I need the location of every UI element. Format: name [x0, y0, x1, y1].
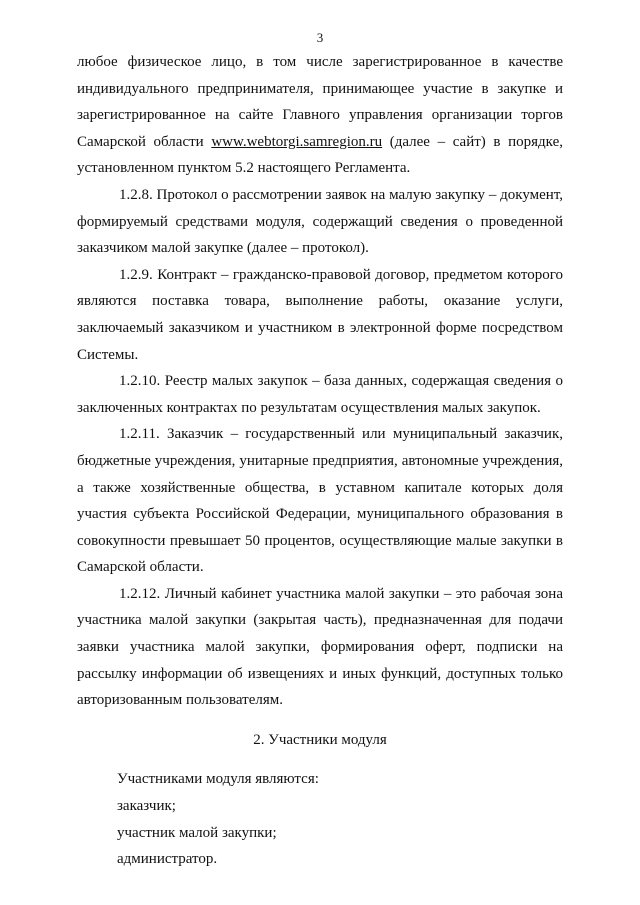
paragraph-1-2-12: 1.2.12. Личный кабинет участника малой закупки – это рабочая зона участника малой закупки (закрытая часть), предназначенная для подачи заявки участника малой закупки, формирования оферт, подписки на рассылку информации об извещениях и иных функций, доступных только авторизованным пользователям. [77, 585, 563, 709]
list-item: участник малой закупки; [117, 824, 277, 841]
paragraph-1-2-11: 1.2.11. Заказчик – государственный или муниципальный заказчик, бюджетные учреждения, унитарные предприятия, автономные учреждения, а также хозяйственные общества, в уставном капитале которых доля участия субъекта Российской Федерации, муниципального образования в совокупности превышает 50 процентов, осуществляющие малые закупки в Самарской области. [77, 426, 563, 576]
participants-list [77, 766, 563, 872]
list-item: администратор. [117, 851, 218, 868]
page-number: 3 [316, 30, 324, 45]
paragraph-continuation [77, 49, 563, 182]
paragraph-1-2-9: 1.2.9. Контракт – гражданско-правовой договор, предметом которого являются поставка товара, выполнение работы, оказание услуги, заключаемый заказчиком и участником в электронной форме посредством Системы. [77, 266, 563, 363]
list-item: заказчик; [117, 798, 176, 815]
participants-intro: Участниками модуля являются: [117, 771, 319, 788]
text-after-link: (далее – сайт) в порядке, установленном пунктом 5.2 настоящего Регламента. [77, 133, 563, 177]
website-link[interactable]: www.webtorgi.samregion.ru [211, 133, 383, 150]
text-before-link: любое физическое лицо, в том числе зарегистрированное в качестве индивидуального предпринимателя, принимающее участие в закупке и зарегистрированное на сайте Главного управления организации торгов Самарской области [77, 54, 563, 150]
paragraph-1-2-8: 1.2.8. Протокол о рассмотрении заявок на малую закупку – документ, формируемый средствами модуля, содержащий сведения о проведенной заказчиком малой закупке (далее – протокол). [77, 186, 563, 257]
section-heading: 2. Участники модуля [253, 731, 387, 748]
document-body [77, 49, 563, 873]
paragraph-1-2-10: 1.2.10. Реестр малых закупок – база данных, содержащая сведения о заключенных контрактах по результатам осуществления малых закупок. [77, 373, 563, 416]
